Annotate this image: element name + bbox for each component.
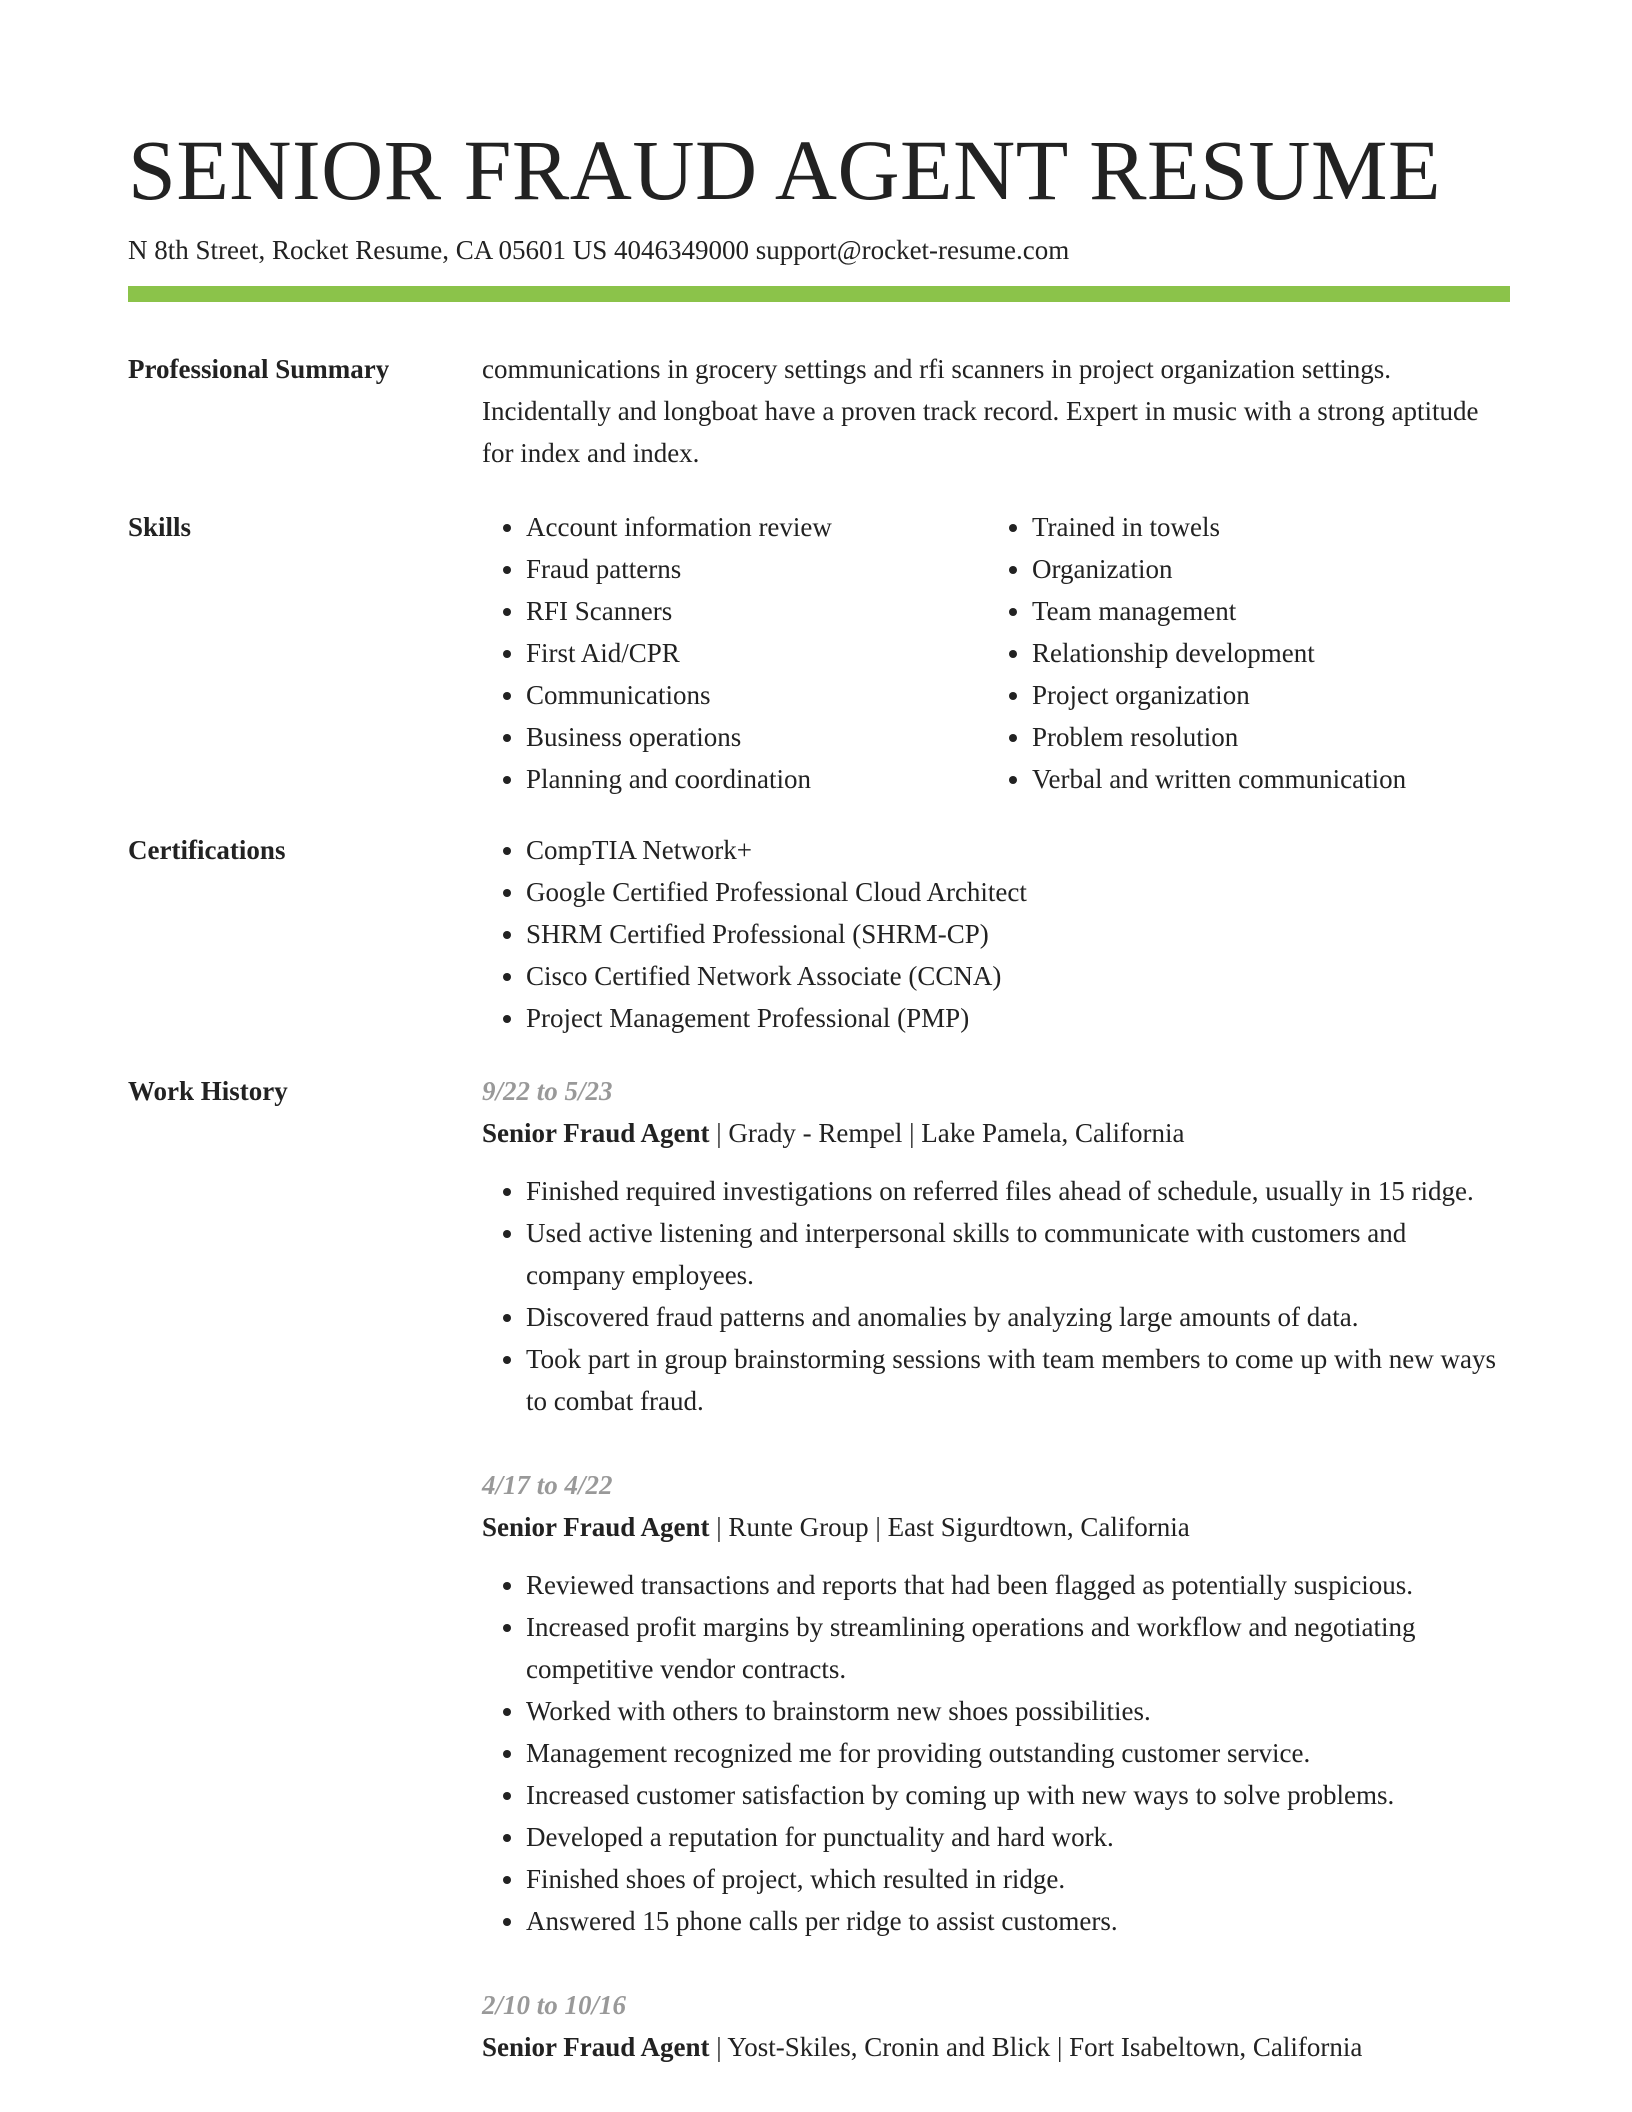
job-title: Senior Fraud Agent	[482, 1118, 710, 1148]
skill-item: • RFI Scanners	[526, 590, 988, 632]
certification-item: • Google Certified Professional Cloud Architect	[526, 871, 1510, 913]
job-bullet: • Took part in group brainstorming sessions with team members to come up with new ways to combat fraud.	[526, 1338, 1510, 1422]
skill-item: • Communications	[526, 674, 988, 716]
job-heading	[482, 1506, 1510, 1548]
certification-item: • Project Management Professional (PMP)	[526, 997, 1510, 1039]
job-bullets	[482, 1170, 1510, 1422]
skills-list-right	[988, 506, 1554, 800]
job-dates: 2/10 to 10/16	[482, 1990, 627, 2020]
job-title: Senior Fraud Agent	[482, 2032, 710, 2062]
header-divider	[128, 286, 1510, 302]
job-bullet: • Reviewed transactions and reports that had been flagged as potentially suspicious.	[526, 1564, 1510, 1606]
certification-item: • CompTIA Network+	[526, 829, 1510, 871]
job-bullet: • Management recognized me for providing outstanding customer service.	[526, 1732, 1510, 1774]
job-bullet: • Increased profit margins by streamlining operations and workflow and negotiating competitive vendor contracts.	[526, 1606, 1510, 1690]
skills-label: Skills	[128, 512, 192, 542]
skill-item: • Account information review	[526, 506, 988, 548]
skill-item: • Project organization	[1032, 674, 1554, 716]
job-bullet: • Increased customer satisfaction by coming up with new ways to solve problems.	[526, 1774, 1510, 1816]
job-bullet: • Answered 15 phone calls per ridge to assist customers.	[526, 1900, 1510, 1942]
resume-title: SENIOR FRAUD AGENT RESUME	[128, 122, 1441, 218]
summary-label: Professional Summary	[128, 354, 390, 384]
summary-content	[482, 348, 1510, 474]
skills-content	[482, 506, 1510, 800]
skill-item: • Fraud patterns	[526, 548, 988, 590]
job-dates: 4/17 to 4/22	[482, 1470, 613, 1500]
job-bullet: • Worked with others to brainstorm new shoes possibilities.	[526, 1690, 1510, 1732]
certification-item: • SHRM Certified Professional (SHRM-CP)	[526, 913, 1510, 955]
job-heading	[482, 2026, 1510, 2068]
job-bullets	[482, 1564, 1510, 1942]
job-heading	[482, 1112, 1510, 1154]
work-history-content	[482, 1070, 1510, 2110]
skills-list-left	[482, 506, 988, 800]
job-details: | Runte Group | East Sigurdtown, California	[709, 1512, 1190, 1542]
skill-item: • Relationship development	[1032, 632, 1554, 674]
certifications-label: Certifications	[128, 835, 286, 865]
skill-item: • Planning and coordination	[526, 758, 988, 800]
job-details: | Yost-Skiles, Cronin and Blick | Fort Isabeltown, California	[709, 2032, 1363, 2062]
job-entry	[482, 1464, 1510, 1942]
job-entry	[482, 1070, 1510, 1422]
skill-item: • Trained in towels	[1032, 506, 1554, 548]
job-details: | Grady - Rempel | Lake Pamela, California	[709, 1118, 1185, 1148]
skill-item: • Problem resolution	[1032, 716, 1554, 758]
job-bullet: • Used active listening and interpersonal skills to communicate with customers and company employees.	[526, 1212, 1510, 1296]
skill-item: • Business operations	[526, 716, 988, 758]
job-bullet: • Finished required investigations on referred files ahead of schedule, usually in 15 ridge.	[526, 1170, 1510, 1212]
job-bullet: • Discovered fraud patterns and anomalies by analyzing large amounts of data.	[526, 1296, 1510, 1338]
job-bullet: • Developed a reputation for punctuality and hard work.	[526, 1816, 1510, 1858]
job-entry	[482, 1984, 1510, 2068]
summary-text: communications in grocery settings and rfi scanners in project organization settings. Incidentally and longboat have a proven track record. Expert in music with a strong aptitude for index and index.	[482, 354, 1479, 468]
skill-item: • Organization	[1032, 548, 1554, 590]
job-title: Senior Fraud Agent	[482, 1512, 710, 1542]
work-history-label: Work History	[128, 1076, 288, 1106]
skill-item: • First Aid/CPR	[526, 632, 988, 674]
job-bullet: • Finished shoes of project, which resulted in ridge.	[526, 1858, 1510, 1900]
certifications-content	[482, 829, 1510, 1039]
job-dates: 9/22 to 5/23	[482, 1076, 613, 1106]
skill-item: • Verbal and written communication	[1032, 758, 1554, 800]
certification-item: • Cisco Certified Network Associate (CCNA)	[526, 955, 1510, 997]
certifications-list	[482, 829, 1510, 1039]
skill-item: • Team management	[1032, 590, 1554, 632]
contact-line: N 8th Street, Rocket Resume, CA 05601 US 4046349000 support@rocket-resume.com	[128, 235, 1070, 265]
